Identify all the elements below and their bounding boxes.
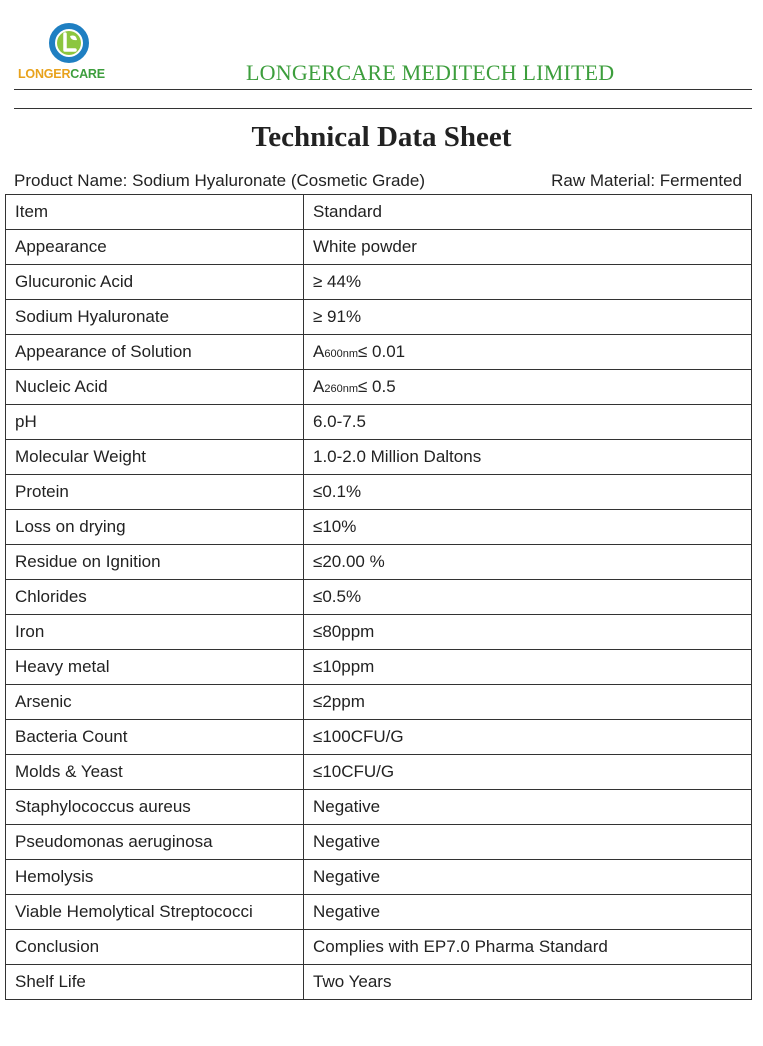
row-standard: ≤2ppm xyxy=(304,685,752,720)
row-item: Heavy metal xyxy=(6,650,304,685)
row-item: Loss on drying xyxy=(6,510,304,545)
standard-wavelength: 600nm xyxy=(324,348,358,360)
table-row xyxy=(6,965,752,1000)
logo-wordmark xyxy=(18,67,118,81)
table-row xyxy=(6,685,752,720)
row-item: Nucleic Acid xyxy=(6,370,304,405)
row-item: Appearance of Solution xyxy=(6,335,304,370)
row-standard: Negative xyxy=(304,860,752,895)
header-item: Item xyxy=(6,195,304,230)
table-row xyxy=(6,720,752,755)
row-standard: ≥ 44% xyxy=(304,265,752,300)
row-item: Residue on Ignition xyxy=(6,545,304,580)
row-standard xyxy=(304,370,752,405)
row-item: Hemolysis xyxy=(6,860,304,895)
row-item: Glucuronic Acid xyxy=(6,265,304,300)
table-row xyxy=(6,545,752,580)
table-row xyxy=(6,230,752,265)
table-row xyxy=(6,825,752,860)
product-name: Product Name: Sodium Hyaluronate (Cosmetic Grade) xyxy=(14,171,425,190)
row-standard: ≤10ppm xyxy=(304,650,752,685)
spec-table xyxy=(5,194,752,1000)
logo-text-longer: LONGER xyxy=(18,67,71,81)
row-item: Sodium Hyaluronate xyxy=(6,300,304,335)
table-row xyxy=(6,510,752,545)
row-standard: ≤10% xyxy=(304,510,752,545)
row-item: Pseudomonas aeruginosa xyxy=(6,825,304,860)
table-row xyxy=(6,650,752,685)
row-standard: ≤80ppm xyxy=(304,615,752,650)
table-row xyxy=(6,790,752,825)
row-item: Molecular Weight xyxy=(6,440,304,475)
page-title: Technical Data Sheet xyxy=(251,121,512,153)
table-row xyxy=(6,300,752,335)
row-item: Protein xyxy=(6,475,304,510)
row-standard: ≤100CFU/G xyxy=(304,720,752,755)
row-standard: Complies with EP7.0 Pharma Standard xyxy=(304,930,752,965)
table-row xyxy=(6,265,752,300)
row-item: Chlorides xyxy=(6,580,304,615)
table-row xyxy=(6,475,752,510)
row-item: Molds & Yeast xyxy=(6,755,304,790)
row-standard: Negative xyxy=(304,825,752,860)
row-standard: ≤20.00 % xyxy=(304,545,752,580)
table-row xyxy=(6,370,752,405)
table-row xyxy=(6,580,752,615)
row-standard: Negative xyxy=(304,895,752,930)
row-standard: 6.0-7.5 xyxy=(304,405,752,440)
table-row xyxy=(6,405,752,440)
row-item: Iron xyxy=(6,615,304,650)
standard-prefix: A xyxy=(313,377,325,396)
row-standard: White powder xyxy=(304,230,752,265)
table-header-row xyxy=(6,195,752,230)
raw-material: Raw Material: Fermented xyxy=(551,171,742,190)
company-logo xyxy=(18,22,118,84)
row-standard: ≤0.5% xyxy=(304,580,752,615)
standard-prefix: A xyxy=(313,342,325,361)
company-name: LONGERCARE MEDITECH LIMITED xyxy=(246,60,615,85)
row-standard: ≥ 91% xyxy=(304,300,752,335)
table-row xyxy=(6,755,752,790)
header-divider-bottom xyxy=(14,108,752,109)
row-item: Conclusion xyxy=(6,930,304,965)
row-standard xyxy=(304,335,752,370)
standard-value: ≤ 0.5 xyxy=(357,377,396,396)
row-standard: Two Years xyxy=(304,965,752,1000)
standard-value: ≤ 0.01 xyxy=(357,342,406,361)
table-row xyxy=(6,440,752,475)
header-divider-top xyxy=(14,89,752,90)
row-standard: Negative xyxy=(304,790,752,825)
row-item: Viable Hemolytical Streptococci xyxy=(6,895,304,930)
table-row xyxy=(6,860,752,895)
header-standard: Standard xyxy=(304,195,752,230)
table-row xyxy=(6,930,752,965)
standard-wavelength: 260nm xyxy=(324,383,358,395)
row-item: Shelf Life xyxy=(6,965,304,1000)
row-standard: 1.0-2.0 Million Daltons xyxy=(304,440,752,475)
row-item: Staphylococcus aureus xyxy=(6,790,304,825)
table-row xyxy=(6,615,752,650)
row-item: Arsenic xyxy=(6,685,304,720)
logo-text-care: CARE xyxy=(70,67,105,81)
row-standard: ≤0.1% xyxy=(304,475,752,510)
row-standard: ≤10CFU/G xyxy=(304,755,752,790)
row-item: Bacteria Count xyxy=(6,720,304,755)
row-item: pH xyxy=(6,405,304,440)
logo-icon xyxy=(48,22,90,64)
row-item: Appearance xyxy=(6,230,304,265)
table-row xyxy=(6,335,752,370)
table-row xyxy=(6,895,752,930)
